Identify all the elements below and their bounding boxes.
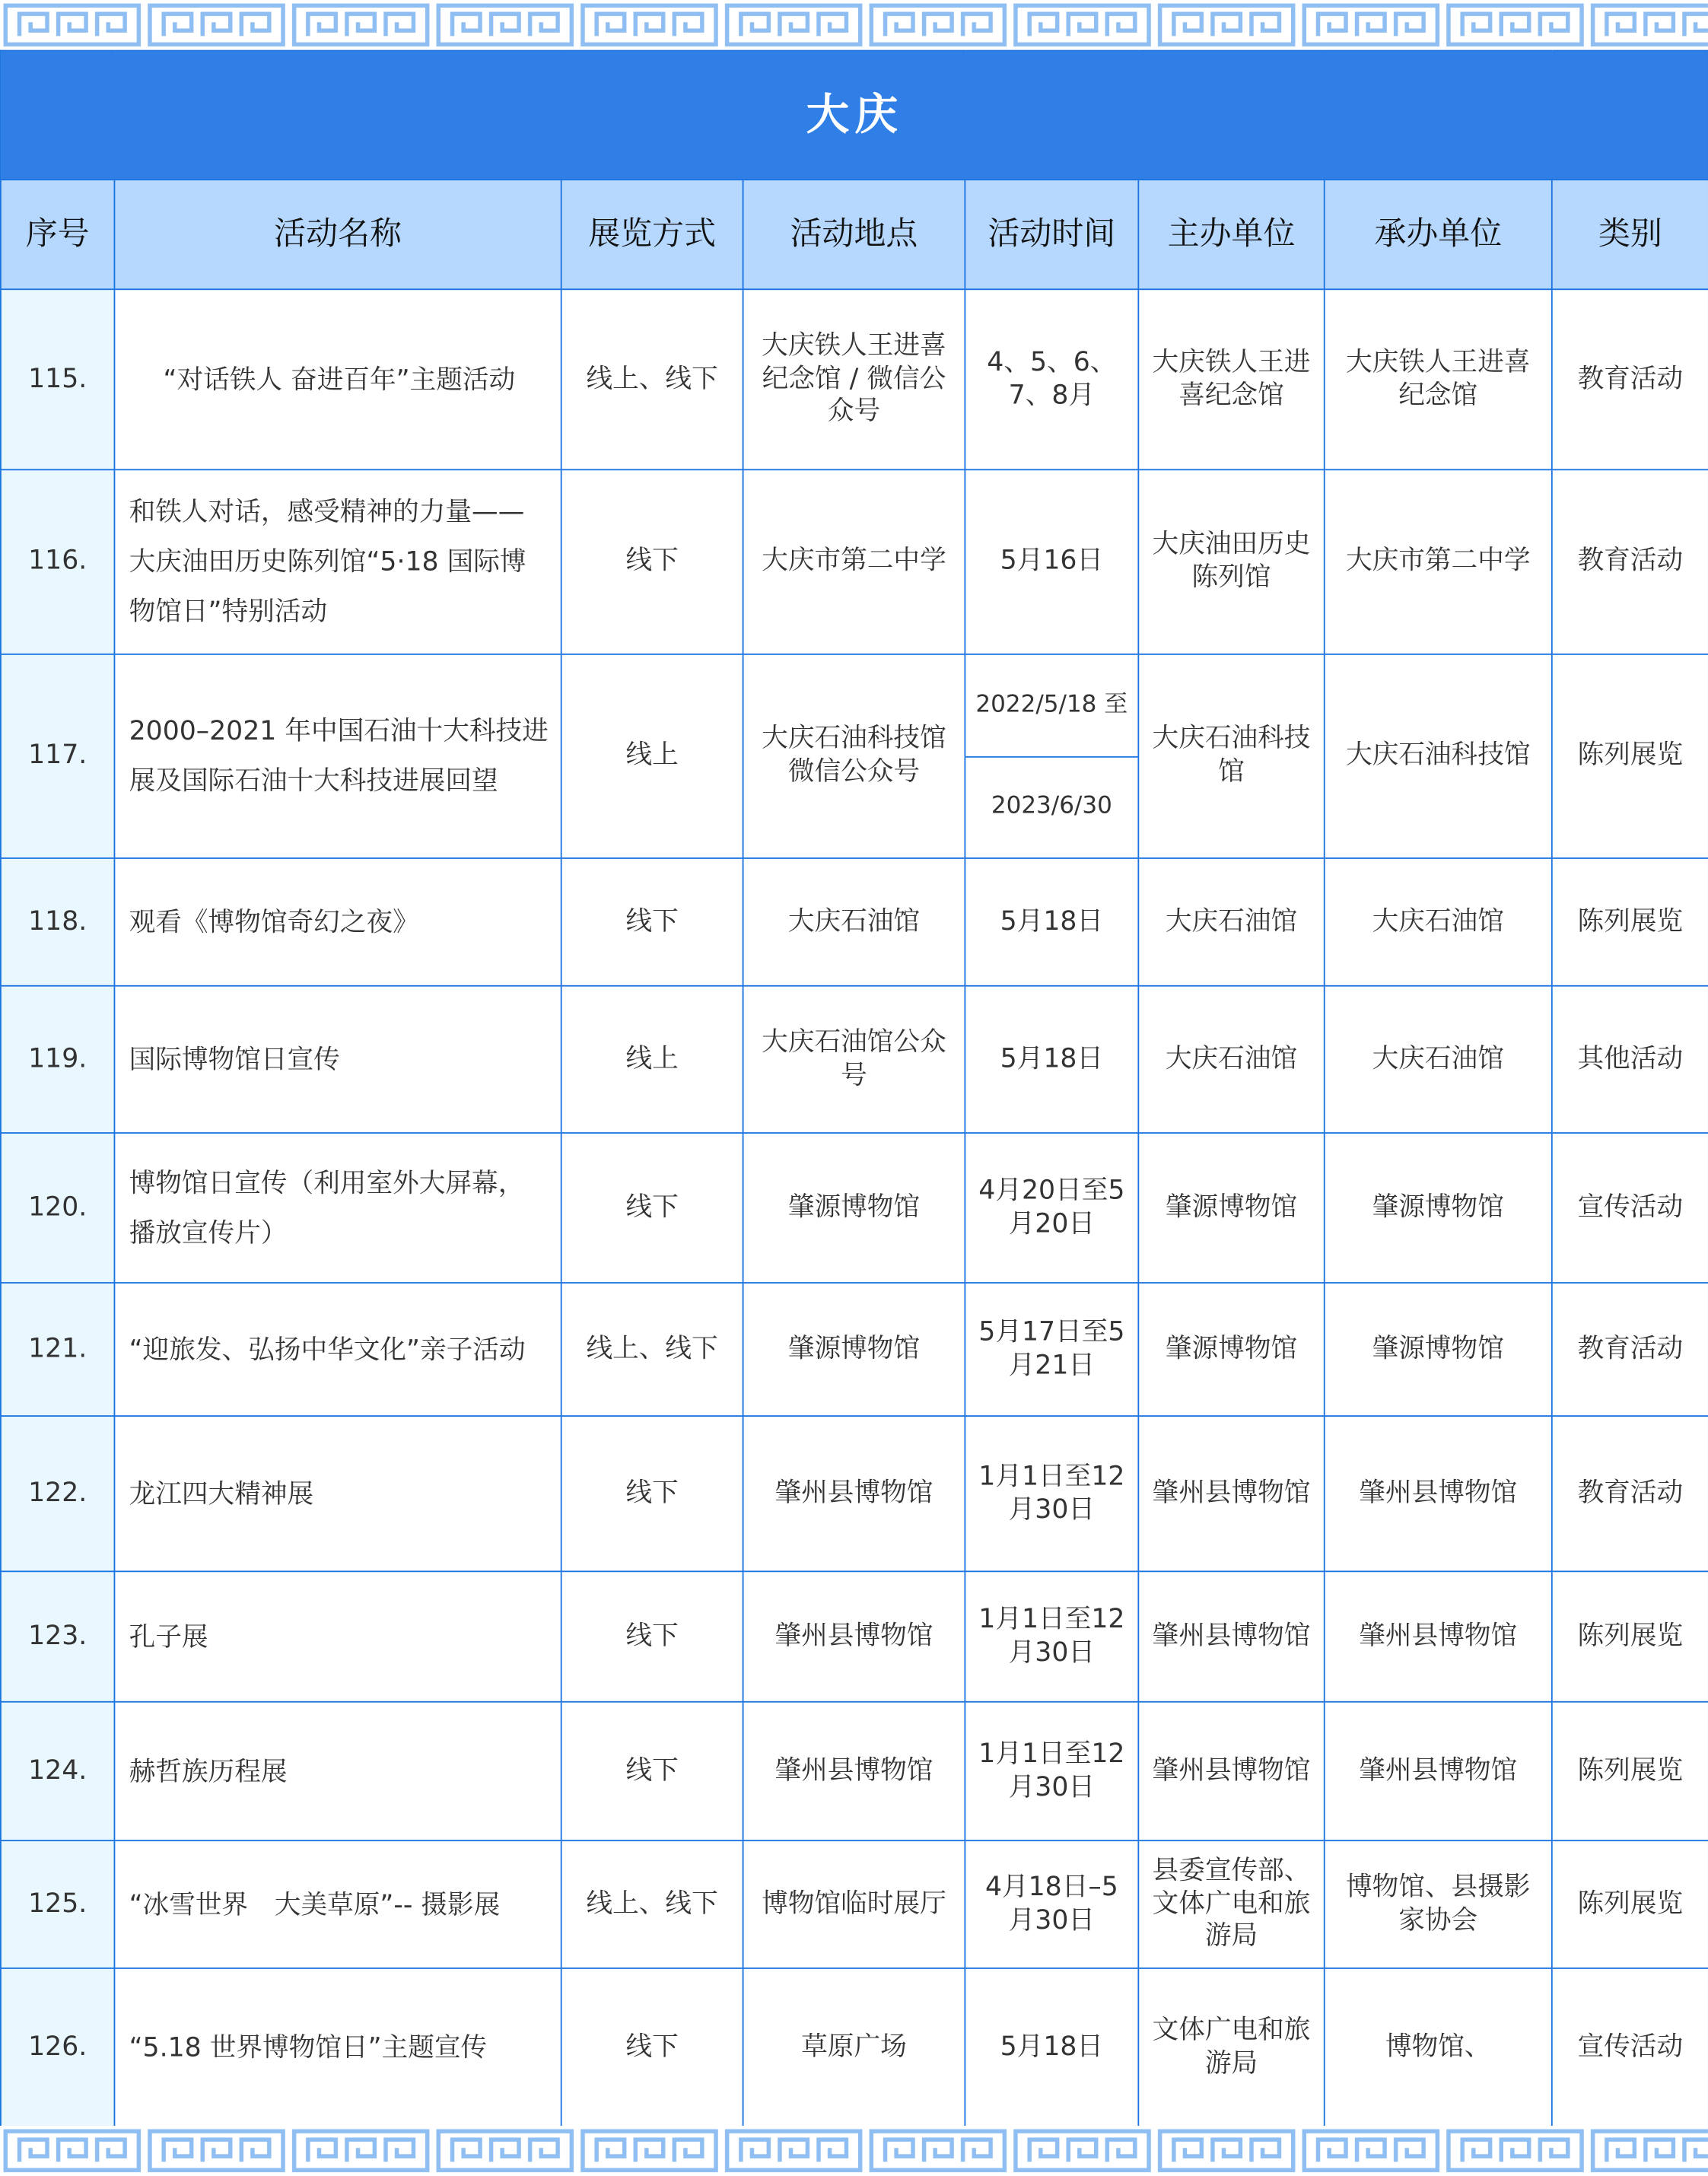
row-place: 大庆石油馆公众号	[743, 986, 965, 1133]
header-name: 活动名称	[114, 180, 561, 289]
row-organizer: 博物馆、县摄影家协会	[1325, 1840, 1552, 1968]
row-name: 和铁人对话，感受精神的力量——大庆油田历史陈列馆“5·18 国际博物馆日”特别活动	[114, 469, 561, 654]
row-time: 5月18日	[965, 1968, 1138, 2128]
row-seq: 125.	[1, 1840, 115, 1968]
row-place: 肇源博物馆	[743, 1133, 965, 1283]
row-name: 赫哲族历程展	[114, 1702, 561, 1840]
row-seq: 120.	[1, 1133, 115, 1283]
row-organizer: 大庆石油馆	[1325, 858, 1552, 986]
row-time-end: 2023/6/30	[991, 792, 1112, 821]
row-category: 陈列展览	[1552, 1702, 1708, 1840]
row-name: “迎旅发、弘扬中华文化”亲子活动	[114, 1283, 561, 1416]
row-mode: 线上	[561, 654, 743, 858]
row-category: 陈列展览	[1552, 1840, 1708, 1968]
table-row	[1, 1571, 1708, 1701]
row-name: “对话铁人 奋进百年”主题活动	[114, 289, 561, 469]
table-row	[1, 1416, 1708, 1571]
row-host: 大庆石油馆	[1138, 858, 1324, 986]
row-mode: 线下	[561, 1571, 743, 1701]
bottom-fret-border	[0, 2126, 1708, 2176]
table-row	[1, 469, 1708, 654]
activity-table	[0, 50, 1708, 2129]
row-name: 孔子展	[114, 1571, 561, 1701]
row-seq: 123.	[1, 1571, 115, 1701]
row-seq: 119.	[1, 986, 115, 1133]
row-organizer: 肇源博物馆	[1325, 1133, 1552, 1283]
row-category: 教育活动	[1552, 469, 1708, 654]
row-place: 肇州县博物馆	[743, 1702, 965, 1840]
row-mode: 线上、线下	[561, 289, 743, 469]
top-fret-border	[0, 0, 1708, 50]
row-place: 肇州县博物馆	[743, 1416, 965, 1571]
row-name: 2000–2021 年中国石油十大科技进展及国际石油十大科技进展回望	[114, 654, 561, 858]
row-place: 博物馆临时展厅	[743, 1840, 965, 1968]
table-row	[1, 858, 1708, 986]
row-seq: 115.	[1, 289, 115, 469]
row-time	[965, 654, 1138, 858]
header-row	[1, 180, 1708, 289]
row-seq: 118.	[1, 858, 115, 986]
row-place: 肇源博物馆	[743, 1283, 965, 1416]
header-category: 类别	[1552, 180, 1708, 289]
row-time-start: 2022/5/18 至	[965, 655, 1137, 757]
row-organizer: 大庆石油馆	[1325, 986, 1552, 1133]
row-organizer: 肇州县博物馆	[1325, 1571, 1552, 1701]
row-time: 4、5、6、7、8月	[965, 289, 1138, 469]
row-category: 宣传活动	[1552, 1133, 1708, 1283]
row-category: 教育活动	[1552, 289, 1708, 469]
table-row	[1, 1133, 1708, 1283]
table-row	[1, 986, 1708, 1133]
row-mode: 线上、线下	[561, 1840, 743, 1968]
row-host: 肇州县博物馆	[1138, 1702, 1324, 1840]
row-seq: 117.	[1, 654, 115, 858]
row-time: 1月1日至12月30日	[965, 1416, 1138, 1571]
row-host: 肇州县博物馆	[1138, 1571, 1324, 1701]
row-category: 陈列展览	[1552, 858, 1708, 986]
row-category: 宣传活动	[1552, 1968, 1708, 2128]
row-organizer: 博物馆、	[1325, 1968, 1552, 2128]
row-host: 肇源博物馆	[1138, 1133, 1324, 1283]
row-organizer: 肇州县博物馆	[1325, 1702, 1552, 1840]
row-host: 肇源博物馆	[1138, 1283, 1324, 1416]
row-seq: 124.	[1, 1702, 115, 1840]
header-time: 活动时间	[965, 180, 1138, 289]
table-row	[1, 289, 1708, 469]
row-place: 大庆石油馆	[743, 858, 965, 986]
row-time: 1月1日至12月30日	[965, 1571, 1138, 1701]
row-category: 教育活动	[1552, 1283, 1708, 1416]
row-time: 5月16日	[965, 469, 1138, 654]
row-time: 4月20日至5月20日	[965, 1133, 1138, 1283]
row-seq: 121.	[1, 1283, 115, 1416]
row-time: 4月18日–5月30日	[965, 1840, 1138, 1968]
row-category: 陈列展览	[1552, 1571, 1708, 1701]
row-time: 1月1日至12月30日	[965, 1702, 1138, 1840]
header-organizer: 承办单位	[1325, 180, 1552, 289]
header-host: 主办单位	[1138, 180, 1324, 289]
table-title: 大庆	[1, 51, 1708, 180]
row-mode: 线上	[561, 986, 743, 1133]
header-place: 活动地点	[743, 180, 965, 289]
row-seq: 122.	[1, 1416, 115, 1571]
table-row	[1, 1702, 1708, 1840]
row-name: “5.18 世界博物馆日”主题宣传	[114, 1968, 561, 2128]
table-row	[1, 654, 1708, 858]
row-category: 其他活动	[1552, 986, 1708, 1133]
row-organizer: 大庆铁人王进喜纪念馆	[1325, 289, 1552, 469]
row-host: 文体广电和旅游局	[1138, 1968, 1324, 2128]
row-time: 5月18日	[965, 858, 1138, 986]
row-host: 肇州县博物馆	[1138, 1416, 1324, 1571]
header-seq: 序号	[1, 180, 115, 289]
row-host: 大庆石油科技馆	[1138, 654, 1324, 858]
row-seq: 126.	[1, 1968, 115, 2128]
row-name: 龙江四大精神展	[114, 1416, 561, 1571]
row-seq: 116.	[1, 469, 115, 654]
row-mode: 线下	[561, 469, 743, 654]
row-place: 大庆石油科技馆微信公众号	[743, 654, 965, 858]
row-place: 肇州县博物馆	[743, 1571, 965, 1701]
row-place: 草原广场	[743, 1968, 965, 2128]
row-host: 大庆油田历史陈列馆	[1138, 469, 1324, 654]
row-name: 博物馆日宣传（利用室外大屏幕，播放宣传片）	[114, 1133, 561, 1283]
row-organizer: 大庆市第二中学	[1325, 469, 1552, 654]
row-mode: 线下	[561, 1702, 743, 1840]
row-category: 教育活动	[1552, 1416, 1708, 1571]
header-mode: 展览方式	[561, 180, 743, 289]
row-host: 大庆铁人王进喜纪念馆	[1138, 289, 1324, 469]
row-mode: 线下	[561, 1416, 743, 1571]
row-category: 陈列展览	[1552, 654, 1708, 858]
row-mode: 线上、线下	[561, 1283, 743, 1416]
row-host: 大庆石油馆	[1138, 986, 1324, 1133]
row-mode: 线下	[561, 1968, 743, 2128]
row-mode: 线下	[561, 1133, 743, 1283]
table-row	[1, 1840, 1708, 1968]
table-row	[1, 1968, 1708, 2128]
row-name: “冰雪世界 大美草原”-- 摄影展	[114, 1840, 561, 1968]
row-host: 县委宣传部、文体广电和旅游局	[1138, 1840, 1324, 1968]
row-time: 5月17日至5月21日	[965, 1283, 1138, 1416]
row-organizer: 肇源博物馆	[1325, 1283, 1552, 1416]
row-organizer: 肇州县博物馆	[1325, 1416, 1552, 1571]
row-name: 观看《博物馆奇幻之夜》	[114, 858, 561, 986]
row-name: 国际博物馆日宣传	[114, 986, 561, 1133]
row-organizer: 大庆石油科技馆	[1325, 654, 1552, 858]
row-place: 大庆铁人王进喜纪念馆 / 微信公众号	[743, 289, 965, 469]
row-place: 大庆市第二中学	[743, 469, 965, 654]
row-mode: 线下	[561, 858, 743, 986]
table-row	[1, 1283, 1708, 1416]
row-time: 5月18日	[965, 986, 1138, 1133]
